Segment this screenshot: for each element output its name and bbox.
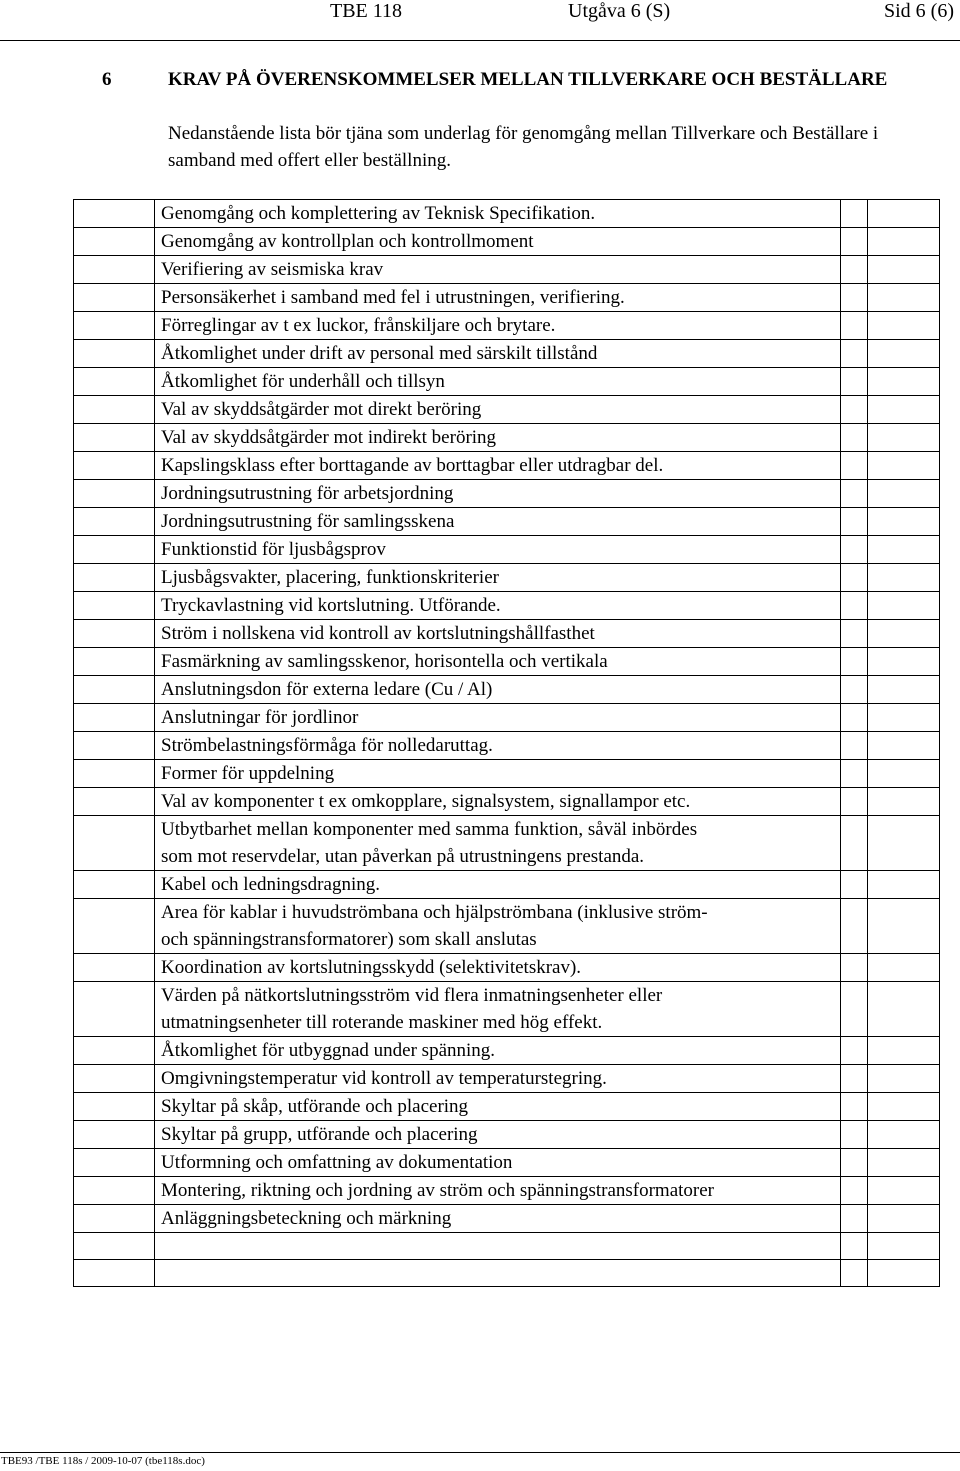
row-number-cell	[74, 788, 155, 816]
checklist-row	[74, 312, 940, 340]
checklist-row	[74, 536, 940, 564]
checklist-item-line: och spänningstransformatorer) som skall anslutas	[161, 929, 537, 950]
row-number-cell	[74, 1037, 155, 1065]
checklist-item-text: Genomgång av kontrollplan och kontrollmoment	[155, 228, 841, 256]
checklist-row	[74, 452, 940, 480]
checklist-row	[74, 1037, 940, 1065]
remark-cell[interactable]	[868, 340, 940, 368]
check-cell[interactable]	[841, 312, 868, 340]
check-cell[interactable]	[841, 788, 868, 816]
remark-cell[interactable]	[868, 312, 940, 340]
row-number-cell	[74, 424, 155, 452]
checklist-item-text: Strömbelastningsförmåga för nolledaruttag.	[155, 732, 841, 760]
checklist-row	[74, 954, 940, 982]
row-number-cell	[74, 200, 155, 228]
remark-cell[interactable]	[868, 1121, 940, 1149]
row-number-cell	[74, 256, 155, 284]
remark-cell[interactable]	[868, 1233, 940, 1260]
remark-cell[interactable]	[868, 1177, 940, 1205]
checklist-row	[74, 424, 940, 452]
check-cell[interactable]	[841, 536, 868, 564]
document-id: TBE 118	[330, 0, 403, 22]
row-number-cell	[74, 760, 155, 788]
remark-cell[interactable]	[868, 1037, 940, 1065]
remark-cell[interactable]	[868, 954, 940, 982]
check-cell[interactable]	[841, 676, 868, 704]
check-cell[interactable]	[841, 1260, 868, 1287]
checklist-item-line: Värden på nätkortslutningsström vid flera inmatningsenheter eller	[161, 985, 663, 1006]
checklist-item-line: utmatningsenheter till roterande maskiner med hög effekt.	[161, 1012, 603, 1033]
check-cell[interactable]	[841, 871, 868, 899]
remark-cell[interactable]	[868, 452, 940, 480]
checklist-item-text: Ström i nollskena vid kontroll av kortslutningshållfasthet	[155, 620, 841, 648]
row-number-cell	[74, 592, 155, 620]
check-cell[interactable]	[841, 1037, 868, 1065]
checklist-row	[74, 1260, 940, 1287]
check-cell[interactable]	[841, 732, 868, 760]
row-number-cell	[74, 704, 155, 732]
check-cell[interactable]	[841, 899, 868, 954]
checklist-item-line: Utbytbarhet mellan komponenter med samma funktion, såväl inbördes	[161, 819, 698, 840]
remark-cell[interactable]	[868, 704, 940, 732]
remark-cell[interactable]	[868, 256, 940, 284]
row-number-cell	[74, 871, 155, 899]
row-number-cell	[74, 312, 155, 340]
checklist-row	[74, 620, 940, 648]
checklist-item-text: Förreglingar av t ex luckor, frånskiljare och brytare.	[155, 312, 841, 340]
checklist-item-text: Montering, riktning och jordning av ström och spänningstransformatorer	[155, 1177, 841, 1205]
check-cell[interactable]	[841, 508, 868, 536]
check-cell[interactable]	[841, 816, 868, 871]
checklist-item-text	[155, 1233, 841, 1260]
check-cell[interactable]	[841, 256, 868, 284]
checklist-item-text: Val av komponenter t ex omkopplare, signalsystem, signallampor etc.	[155, 788, 841, 816]
remark-cell[interactable]	[868, 284, 940, 312]
checklist-item-text: Åtkomlighet för utbyggnad under spänning.	[155, 1037, 841, 1065]
checklist-item-text: Val av skyddsåtgärder mot indirekt beröring	[155, 424, 841, 452]
checklist-row	[74, 648, 940, 676]
check-cell[interactable]	[841, 340, 868, 368]
check-cell[interactable]	[841, 620, 868, 648]
remark-cell[interactable]	[868, 648, 940, 676]
row-number-cell	[74, 564, 155, 592]
checklist-item-line: Area för kablar i huvudströmbana och hjälpströmbana (inklusive ström-	[161, 902, 708, 923]
row-number-cell	[74, 1205, 155, 1233]
remark-cell[interactable]	[868, 396, 940, 424]
checklist-row	[74, 592, 940, 620]
checklist-row	[74, 368, 940, 396]
checklist-item-text: Funktionstid för ljusbågsprov	[155, 536, 841, 564]
checklist-row	[74, 788, 940, 816]
file-info: TBE93 /TBE 118s / 2009-10-07 (tbe118s.doc)	[1, 1455, 205, 1467]
check-cell[interactable]	[841, 368, 868, 396]
check-cell[interactable]	[841, 982, 868, 1037]
page-number: Sid 6 (6)	[884, 0, 954, 22]
row-number-cell	[74, 732, 155, 760]
remark-cell[interactable]	[868, 1065, 940, 1093]
checklist-row	[74, 816, 940, 871]
checklist-row	[74, 256, 940, 284]
checklist-row	[74, 760, 940, 788]
remark-cell[interactable]	[868, 816, 940, 871]
remark-cell[interactable]	[868, 1205, 940, 1233]
checklist-row	[74, 1177, 940, 1205]
checklist-row	[74, 704, 940, 732]
remark-cell[interactable]	[868, 480, 940, 508]
checklist-item-text: Anslutningar för jordlinor	[155, 704, 841, 732]
remark-cell[interactable]	[868, 228, 940, 256]
remark-cell[interactable]	[868, 564, 940, 592]
checklist-row	[74, 871, 940, 899]
checklist-row	[74, 1093, 940, 1121]
checklist-item-text: Verifiering av seismiska krav	[155, 256, 841, 284]
header-divider	[0, 40, 960, 41]
row-number-cell	[74, 1065, 155, 1093]
check-cell[interactable]	[841, 648, 868, 676]
row-number-cell	[74, 676, 155, 704]
remark-cell[interactable]	[868, 732, 940, 760]
remark-cell[interactable]	[868, 592, 940, 620]
row-number-cell	[74, 284, 155, 312]
checklist-row	[74, 564, 940, 592]
remark-cell[interactable]	[868, 1260, 940, 1287]
checklist-row	[74, 396, 940, 424]
row-number-cell	[74, 1149, 155, 1177]
check-cell[interactable]	[841, 704, 868, 732]
checklist-item-text: Kabel och ledningsdragning.	[155, 871, 841, 899]
check-cell[interactable]	[841, 452, 868, 480]
checklist-item-text: Jordningsutrustning för samlingsskena	[155, 508, 841, 536]
checklist-item-text	[155, 816, 841, 871]
check-cell[interactable]	[841, 424, 868, 452]
row-number-cell	[74, 340, 155, 368]
checklist-item-text: Anslutningsdon för externa ledare (Cu / Al)	[155, 676, 841, 704]
checklist-item-text	[155, 982, 841, 1037]
row-number-cell	[74, 982, 155, 1037]
checklist-item-text: Skyltar på skåp, utförande och placering	[155, 1093, 841, 1121]
checklist-item-line: som mot reservdelar, utan påverkan på utrustningens prestanda.	[161, 846, 645, 867]
check-cell[interactable]	[841, 1093, 868, 1121]
remark-cell[interactable]	[868, 788, 940, 816]
checklist-item-text: Ljusbågsvakter, placering, funktionskriterier	[155, 564, 841, 592]
check-cell[interactable]	[841, 1065, 868, 1093]
footer-divider	[0, 1452, 960, 1453]
checklist-item-text: Val av skyddsåtgärder mot direkt beröring	[155, 396, 841, 424]
remark-cell[interactable]	[868, 424, 940, 452]
checklist-row	[74, 899, 940, 954]
check-cell[interactable]	[841, 564, 868, 592]
checklist-item-text: Åtkomlighet för underhåll och tillsyn	[155, 368, 841, 396]
row-number-cell	[74, 452, 155, 480]
check-cell[interactable]	[841, 760, 868, 788]
row-number-cell	[74, 396, 155, 424]
checklist-row	[74, 480, 940, 508]
row-number-cell	[74, 620, 155, 648]
row-number-cell	[74, 648, 155, 676]
row-number-cell	[74, 480, 155, 508]
checklist-item-text: Skyltar på grupp, utförande och placering	[155, 1121, 841, 1149]
checklist-item-text: Anläggningsbeteckning och märkning	[155, 1205, 841, 1233]
checklist-row	[74, 228, 940, 256]
remark-cell[interactable]	[868, 871, 940, 899]
remark-cell[interactable]	[868, 508, 940, 536]
checklist-item-text: Fasmärkning av samlingsskenor, horisontella och vertikala	[155, 648, 841, 676]
row-number-cell	[74, 1233, 155, 1260]
row-number-cell	[74, 1121, 155, 1149]
page-header	[0, 0, 960, 40]
check-cell[interactable]	[841, 396, 868, 424]
row-number-cell	[74, 536, 155, 564]
checklist-row	[74, 1233, 940, 1260]
checklist-row	[74, 982, 940, 1037]
checklist-row	[74, 200, 940, 228]
checklist-row	[74, 1121, 940, 1149]
row-number-cell	[74, 954, 155, 982]
remark-cell[interactable]	[868, 1093, 940, 1121]
remark-cell[interactable]	[868, 1149, 940, 1177]
remark-cell[interactable]	[868, 200, 940, 228]
checklist-item-text: Kapslingsklass efter borttagande av borttagbar eller utdragbar del.	[155, 452, 841, 480]
check-cell[interactable]	[841, 1121, 868, 1149]
checklist-item-text	[155, 899, 841, 954]
remark-cell[interactable]	[868, 620, 940, 648]
check-cell[interactable]	[841, 954, 868, 982]
checklist-row	[74, 676, 940, 704]
remark-cell[interactable]	[868, 536, 940, 564]
agreement-checklist-table	[73, 199, 940, 1287]
checklist-item-text: Jordningsutrustning för arbetsjordning	[155, 480, 841, 508]
checklist-item-text: Omgivningstemperatur vid kontroll av temperaturstegring.	[155, 1065, 841, 1093]
check-cell[interactable]	[841, 284, 868, 312]
row-number-cell	[74, 899, 155, 954]
row-number-cell	[74, 1177, 155, 1205]
remark-cell[interactable]	[868, 760, 940, 788]
check-cell[interactable]	[841, 200, 868, 228]
check-cell[interactable]	[841, 480, 868, 508]
remark-cell[interactable]	[868, 982, 940, 1037]
row-number-cell	[74, 228, 155, 256]
section-number: 6	[102, 69, 112, 90]
checklist-item-text: Utformning och omfattning av dokumentation	[155, 1149, 841, 1177]
remark-cell[interactable]	[868, 676, 940, 704]
checklist-item-text	[155, 1260, 841, 1287]
row-number-cell	[74, 816, 155, 871]
checklist-row	[74, 284, 940, 312]
row-number-cell	[74, 1093, 155, 1121]
remark-cell[interactable]	[868, 899, 940, 954]
row-number-cell	[74, 1260, 155, 1287]
checklist-row	[74, 1149, 940, 1177]
remark-cell[interactable]	[868, 368, 940, 396]
checklist-item-text: Koordination av kortslutningsskydd (selektivitetskrav).	[155, 954, 841, 982]
check-cell[interactable]	[841, 228, 868, 256]
checklist-item-text: Personsäkerhet i samband med fel i utrustningen, verifiering.	[155, 284, 841, 312]
check-cell[interactable]	[841, 1177, 868, 1205]
check-cell[interactable]	[841, 592, 868, 620]
section-intro: Nedanstående lista bör tjäna som underlag för genomgång mellan Tillverkare och Beställare i samband med offert eller beställning.	[168, 123, 879, 171]
row-number-cell	[74, 508, 155, 536]
checklist-item-text: Åtkomlighet under drift av personal med särskilt tillstånd	[155, 340, 841, 368]
check-cell[interactable]	[841, 1233, 868, 1260]
checklist-row	[74, 1065, 940, 1093]
check-cell[interactable]	[841, 1205, 868, 1233]
check-cell[interactable]	[841, 1149, 868, 1177]
checklist-row	[74, 340, 940, 368]
checklist-row	[74, 1205, 940, 1233]
checklist-item-text: Former för uppdelning	[155, 760, 841, 788]
row-number-cell	[74, 368, 155, 396]
edition-label: Utgåva 6 (S)	[568, 0, 671, 22]
checklist-row	[74, 508, 940, 536]
checklist-row	[74, 732, 940, 760]
section-title: KRAV PÅ ÖVERENSKOMMELSER MELLAN TILLVERKARE OCH BESTÄLLARE	[168, 69, 888, 90]
checklist-item-text: Tryckavlastning vid kortslutning. Utförande.	[155, 592, 841, 620]
checklist-item-text: Genomgång och komplettering av Teknisk Specifikation.	[155, 200, 841, 228]
